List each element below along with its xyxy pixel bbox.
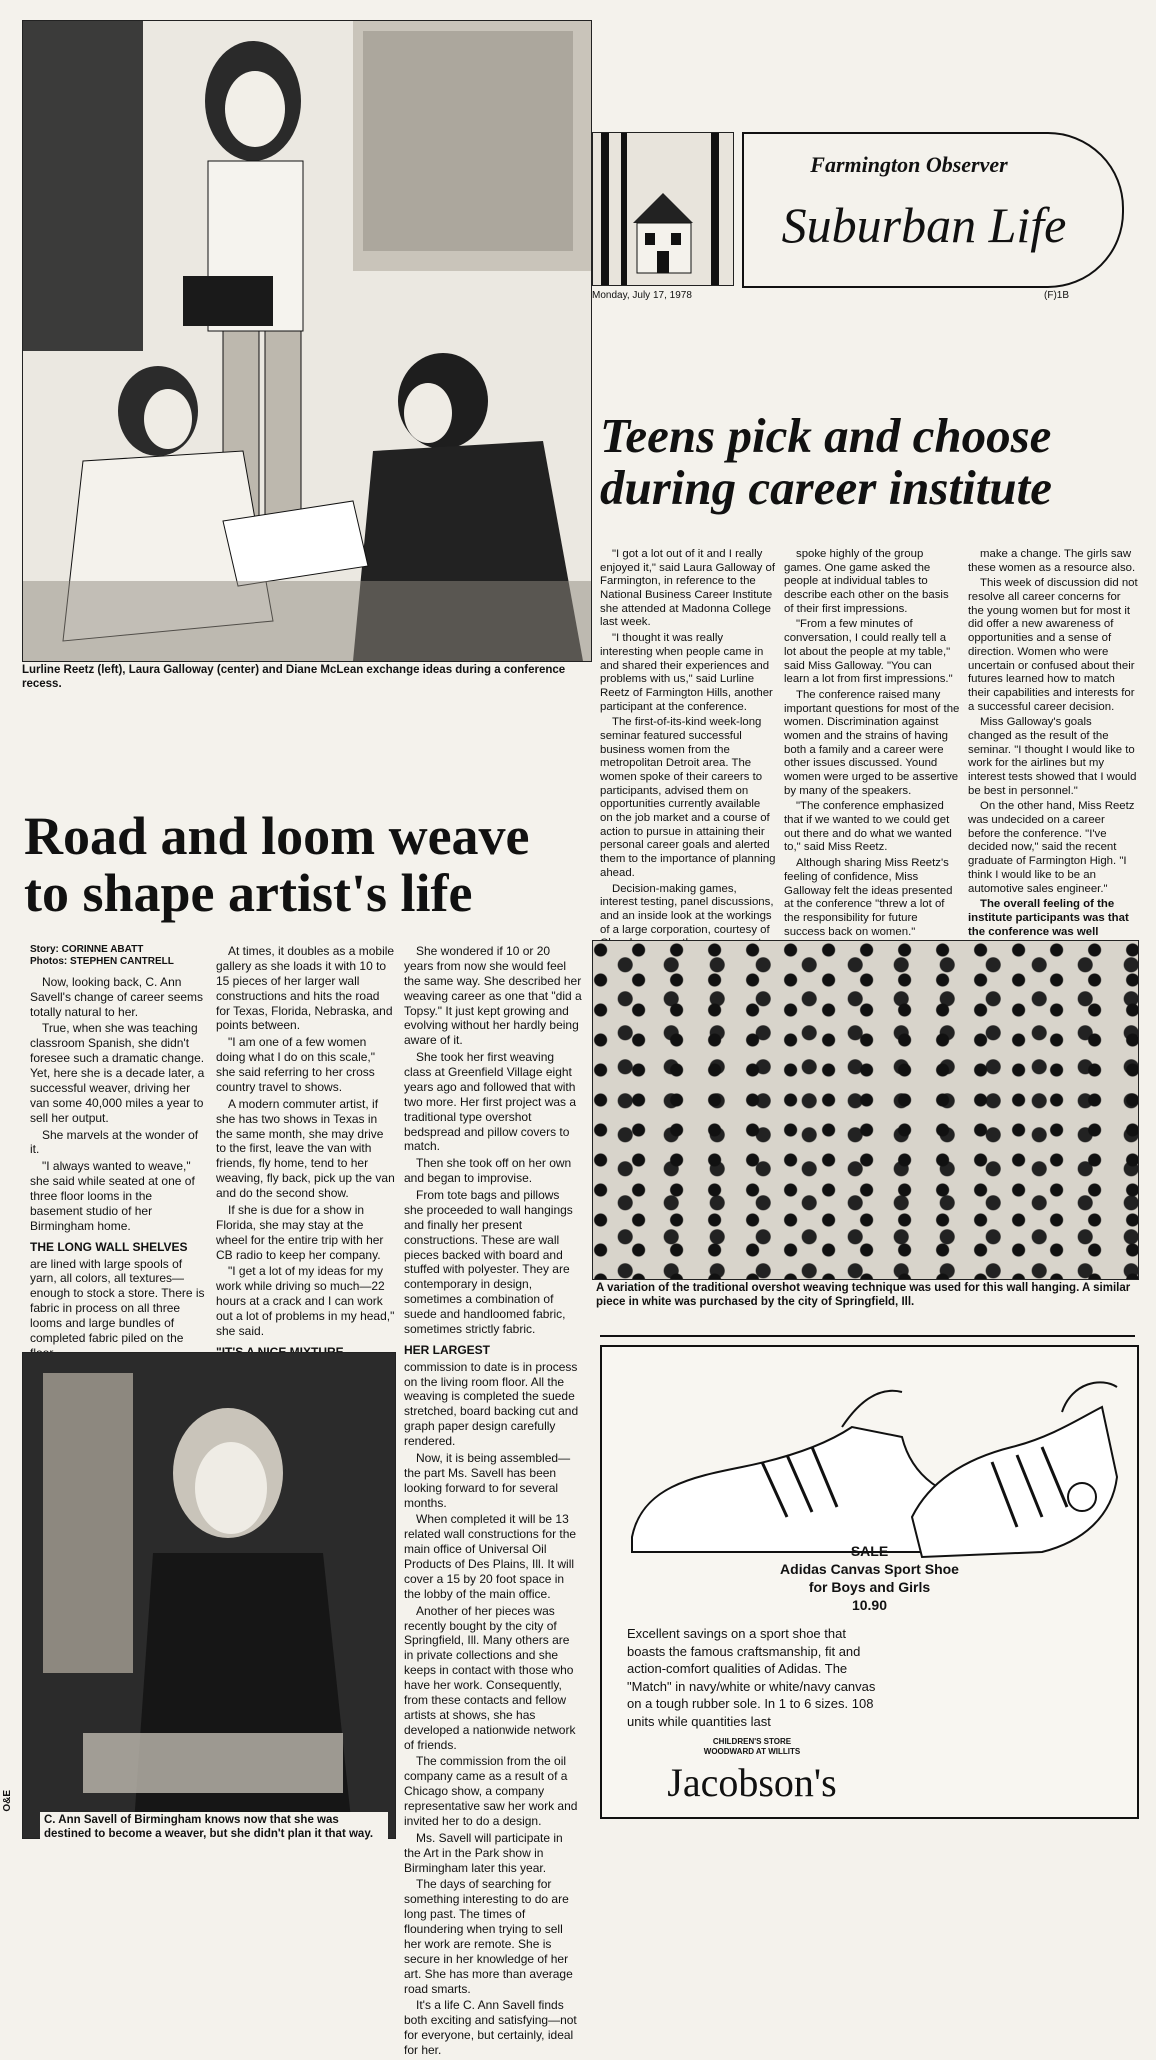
paragraph: At times, it doubles as a mobile gallery as she loads it with 10 to 15 pieces of her larger wall constructions and hits the road for Texas, Florida, Nebraska, and points between. [216, 944, 395, 1033]
paragraph: make a change. The girls saw these women as a resource also. [968, 548, 1136, 574]
paragraph: She wondered if 10 or 20 years from now she would feel the same way. She described her weaving career as one that "did a Topsy." It just kept growing and evolving without her hardly being aware of it. [404, 944, 582, 1048]
paragraph: The commission from the oil company came as a result of a Chicago show, a company representative saw her work and invited her to do a design. [404, 1754, 578, 1828]
paragraph: True, when she was teaching classroom Spanish, she didn't foresee such a dramatic change. Yet, here she is a decade later, a successful weaver, driving her van some 40,000 miles a year to sell her output. [30, 1021, 205, 1125]
paragraph: "I am one of a few women doing what I do on this scale," she said referring to her cross country travel to shows. [216, 1035, 376, 1094]
teens-headline [600, 410, 1140, 514]
ad-top-rule [600, 1335, 1135, 1337]
portrait-caption: C. Ann Savell of Birmingham knows now that she was destined to become a weaver, but she didn't plan it that way. [40, 1812, 388, 1844]
ad-sale-label: SALE [850, 1543, 889, 1559]
weaving-photo [592, 940, 1139, 1280]
paragraph: On the other hand, Miss Reetz was undecided on a career before the conference. "I've decided now," said the recent graduate of Farmington High. "I think I would like to be an automotive sales engineer." [968, 800, 1135, 895]
byline-photos: Photos: STEPHEN CANTRELL [30, 956, 174, 968]
ad-body: Excellent savings on a sport shoe that boasts the famous craftsmanship, fit and action-comfort qualities of Adidas. The "Match" in navy/white or white/navy canvas on a tough rubber sole. In 1 to 6 sizes. 108 units while quantities last [627, 1626, 876, 1729]
paragraph: "The conference emphasized that if we wanted to we could get out there and do what we wanted to," said Miss Reetz. [784, 800, 952, 854]
paragraph: From tote bags and pillows she proceeded to wall hangings and finally her present constructions. These are wall pieces backed with board and stuffed with polyester. They are contemporary in design, sometimes a combination of suede and handloomed fabric, sometimes strictly fabric. [404, 1188, 573, 1336]
paragraph: Another of her pieces was recently bought by the city of Springfield, Ill. Many others are in private collections and she keeps in contact with those who have her work. Consequently, from these contacts and fellow artists at shows, she has developed a nationwide network of friends. [404, 1603, 576, 1752]
side-mark: O&E [2, 1790, 13, 1812]
ad-store-address: WOODWARD AT WILLITS [703, 1747, 801, 1756]
ad-product-line1: Adidas Canvas Sport Shoe [780, 1561, 959, 1577]
paragraph: spoke highly of the group games. One game asked the people at individual tables to describe each other on the basis of their first impressions. [784, 548, 949, 615]
paragraph: When completed it will be 13 related wall constructions for the main office of Universal Oil Products of Des Plains, Ill. It will cover a 15 by 20 foot space in the lobby of the main office. [404, 1512, 577, 1601]
paragraph: She marvels at the wonder of it. [30, 1127, 199, 1157]
jacobsons-ad [600, 1345, 1139, 1819]
issue-date: Monday, July 17, 1978 [592, 290, 692, 301]
artist-headline-line1: Road and loom weave [24, 806, 530, 866]
masthead [592, 120, 1130, 301]
sneaker-icon [612, 1367, 1127, 1567]
paragraph: "From a few minutes of conversation, I could really tell a lot about the people at my table," said Miss Galloway. "You can learn a lot from first impressions." [784, 618, 953, 686]
paragraph: Ms. Savell will participate in the Art in the Park show in Birmingham later this year. [404, 1830, 563, 1875]
paragraph: The days of searching for something interesting to do are long past. The times of floundering when trying to sell her work are remote. She is secure in her knowledge of her art. She has more than average road smarts. [404, 1877, 573, 1996]
house-icon [593, 133, 733, 285]
paragraph: "I thought it was really interesting when people came in and shared their experiences and problems with us," said Lurline Reetz of Farmington Hills, another participant at the conference. [600, 632, 773, 713]
paragraph: If she is due for a show in Florida, she may stay at the wheel for the entire trip with her CB radio to keep her company. [216, 1202, 384, 1262]
subhead: HER LARGEST [404, 1342, 491, 1357]
paragraph: It's a life C. Ann Savell finds both exciting and satisfying—not for everyone, but certainly, ideal for her. [404, 1998, 577, 2057]
paragraph: "I always wanted to weave," she said while seated at one of three floor looms in the basement studio of her Birmingham home. [30, 1159, 195, 1233]
section-name: Suburban Life [781, 197, 1067, 253]
paragraph: "I get a lot of my ideas for my work while driving so much—22 hours at a crack and I can work out a lot of problems in my head," she said. [216, 1264, 395, 1338]
paragraph: are lined with large spools of yarn, all colors, all textures—enough to stock a store. There is fabric in process on all three looms and large bundles of completed fabric piled on the [30, 1256, 205, 1345]
paragraph: Now, it is being assembled—the part Ms. Savell has been looking forward to for several months. [404, 1450, 571, 1510]
house-illustration [592, 132, 734, 286]
paragraph: Although sharing Miss Reetz's feeling of confidence, Miss Galloway felt the ideas presented at the conference "threw a lot of the responsibility for future success back on women." [784, 857, 953, 938]
teens-headline-line2: during career institute [600, 459, 1052, 515]
paragraph: commission to date is in process on the living room floor. All the weaving is completed the suede stretched, board backing cut and graph paper design carefully rendered. [404, 1359, 579, 1448]
portrait-photo [22, 1352, 396, 1839]
paragraph: Decision-making games, interest testing, panel discussions, and an inside look at the workings of a large corporation, courtesy of [600, 882, 774, 936]
conference-photo-caption: Lurline Reetz (left), Laura Galloway (center) and Diane McLean exchange ideas during a conference recess. [22, 664, 566, 690]
conference-photo-art [23, 21, 591, 661]
conference-photo [22, 20, 592, 662]
paragraph: Then she took off on her own and began to improvise. [404, 1156, 572, 1186]
weaving-caption: A variation of the traditional overshot weaving technique was used for this wall hanging. A similar piece in white was purchased by the city of Springfield, Ill. [596, 1282, 1131, 1308]
paragraph: The overall feeling of the institute participants was that the conference was well [968, 898, 1129, 938]
ad-store-dept: CHILDREN'S STORE [712, 1737, 792, 1746]
paragraph: Now, looking back, C. Ann Savell's change of career seems totally natural to her. [30, 974, 204, 1019]
paragraph: A modern commuter artist, if she has two shows in Texas in the same month, she may drive to the first, leave the van with friends, fly home, tend to her weaving, fly back, pick up the van and do the second show. [216, 1096, 395, 1200]
subhead: THE LONG WALL SHELVES [30, 1239, 188, 1254]
paper-name: Farmington Observer [810, 152, 1008, 177]
artist-col-3 [404, 944, 582, 2060]
paragraph: The first-of-its-kind week-long seminar featured successful business women from the metropolitan Detroit area. The women spoke of their careers to participants, advised them on opportunities currently available on the job market and a course of action to pursue in attaining their personal career goals and alerted them to the importance of planning ahead. [600, 716, 776, 879]
teens-col-3 [968, 548, 1138, 996]
paragraph: She took her first weaving class at Greenfield Village eight years ago and followed that with two more. Her first project was a traditional type overshot bedspread and pillow covers to match. [404, 1050, 577, 1154]
paragraph: "I got a lot out of it and I really enjoyed it," said Laura Galloway of Farmington, in reference to the National Business Career Institute she attended at Madonna College last week. [600, 548, 776, 629]
artist-col-2 [216, 944, 396, 1408]
byline-story: Story: CORINNE ABATT [30, 944, 144, 955]
portrait-art [23, 1353, 395, 1838]
teens-headline-line1: Teens pick and choose [600, 408, 1052, 463]
ad-product-line2: for Boys and Girls [808, 1579, 931, 1595]
masthead-frame [742, 132, 1124, 288]
paragraph: The conference raised many important questions for most of the women. Discrimination against women and the strains of having both a family and a career were other issues discussed. Yound women were urged to be assertive by many of the speakers. [784, 688, 960, 797]
paragraph: Miss Galloway's goals changed as the result of the seminar. "I thought I would like to work for the airlines but my interest tests showed that I would be best in personnel." [968, 716, 1137, 797]
ad-brand-logo: Jacobson's [667, 1760, 837, 1805]
page-number: (F)1B [1044, 290, 1069, 301]
artist-headline [24, 808, 594, 922]
ad-price: 10.90 [851, 1597, 888, 1613]
paragraph: This week of discussion did not resolve all career concerns for the young women but for most it did offer a new awareness of opportunities and a sense of direction. Women who were uncertain or confused about their futures learned how to match their capabilities and interests for a successful career decision. [968, 577, 1138, 713]
artist-headline-line2: to shape artist's life [24, 863, 473, 924]
